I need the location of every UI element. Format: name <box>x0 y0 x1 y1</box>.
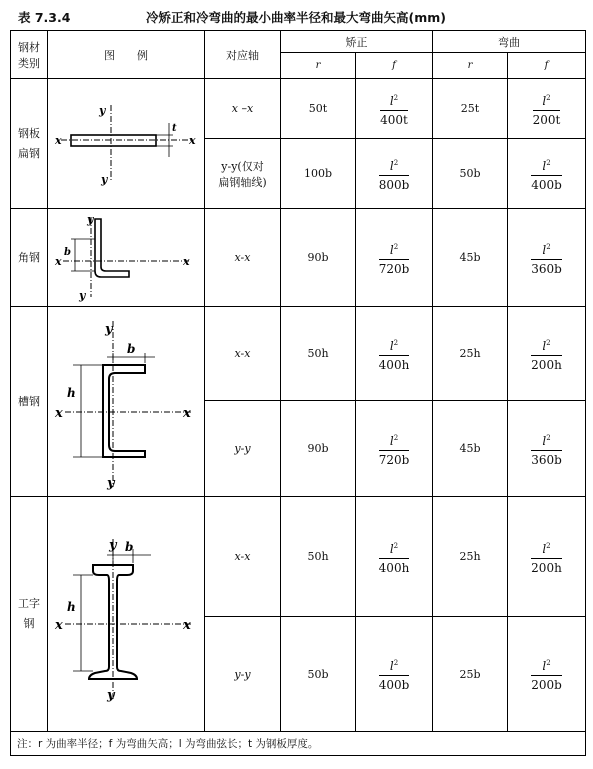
f-cell: $\frac{l^2}{360b}$ <box>508 401 586 497</box>
f-header: f <box>508 53 586 79</box>
angle-figure <box>48 209 205 307</box>
f-cell: $\frac{l^2}{400h}$ <box>356 307 433 401</box>
table-row <box>11 307 586 401</box>
angle-label-x-right: x <box>183 255 190 268</box>
ibeam-label-x-left: x <box>55 617 63 633</box>
r-cell: 25t <box>433 79 508 139</box>
r-cell: 90b <box>281 209 356 307</box>
table-row <box>11 209 586 307</box>
r-cell: 50h <box>281 307 356 401</box>
table-caption: 冷矫正和冷弯曲的最小曲率半径和最大弯曲矢高(mm) <box>146 10 446 25</box>
channel-label-b: b <box>127 342 136 356</box>
axis-cell: y-y <box>205 401 281 497</box>
axis-cell: y-y <box>205 617 281 732</box>
ibeam-label-x-right: x <box>183 617 191 633</box>
r-header: r <box>433 53 508 79</box>
table-row <box>11 497 586 617</box>
ibeam-diagram <box>51 499 201 727</box>
f-cell: $\frac{l^2}{400b}$ <box>508 139 586 209</box>
r-cell: 50h <box>281 497 356 617</box>
channel-label-x-right: x <box>183 406 191 421</box>
ibeam-label-b: b <box>125 539 134 554</box>
axis-cell: x-x <box>205 209 281 307</box>
f-cell: $\frac{l^2}{720b}$ <box>356 401 433 497</box>
f-cell: $\frac{l^2}{200h}$ <box>508 497 586 617</box>
channel-diagram <box>51 307 201 493</box>
table-note: 注：r 为曲率半径；f 为弯曲矢高；l 为弯曲弦长；t 为钢板厚度。 <box>11 732 586 756</box>
axis-cell: y-y(仅对 扁钢轴线) <box>205 139 281 209</box>
channel-label-x-left: x <box>55 406 63 421</box>
plate-label-t: t <box>172 123 177 134</box>
plate-diagram <box>51 87 201 197</box>
r-cell: 25h <box>433 307 508 401</box>
axis-header: 对应轴 <box>205 31 281 79</box>
f-cell: $\frac{l^2}{200h}$ <box>508 307 586 401</box>
ibeam-label-h: h <box>67 599 76 614</box>
category-cell: 槽钢 <box>11 307 48 497</box>
category-cell: 钢板 扁钢 <box>11 79 48 209</box>
category-cell: 角钢 <box>11 209 48 307</box>
angle-label-y-bottom: y <box>79 289 86 302</box>
f-cell: $\frac{l^2}{400h}$ <box>356 497 433 617</box>
r-header: r <box>281 53 356 79</box>
plate-label-y-bottom: y <box>101 173 108 186</box>
ibeam-label-y-bottom: y <box>107 687 115 703</box>
f-cell: $\frac{l^2}{200t}$ <box>508 79 586 139</box>
plate-label-y-top: y <box>99 104 106 117</box>
note-row <box>11 732 586 756</box>
f-cell: $\frac{l^2}{400t}$ <box>356 79 433 139</box>
bend-header: 弯曲 <box>433 31 586 53</box>
f-cell: $\frac{l^2}{400b}$ <box>356 617 433 732</box>
figure-header: 图 例 <box>48 31 205 79</box>
channel-label-y-top: y <box>105 322 113 337</box>
channel-figure <box>48 307 205 497</box>
bending-table <box>10 30 586 756</box>
f-cell: $\frac{l^2}{360b}$ <box>508 209 586 307</box>
angle-label-y-top: y <box>87 213 94 226</box>
angle-diagram <box>51 209 201 303</box>
r-cell: 50b <box>433 139 508 209</box>
r-cell: 90b <box>281 401 356 497</box>
table-title <box>0 6 593 26</box>
r-cell: 45b <box>433 401 508 497</box>
r-cell: 25h <box>433 497 508 617</box>
steel-type-header: 钢材 类别 <box>11 31 48 79</box>
axis-cell: x-x <box>205 497 281 617</box>
plate-label-x-right: x <box>189 134 196 147</box>
f-header: f <box>356 53 433 79</box>
straighten-header: 矫正 <box>281 31 433 53</box>
plate-figure <box>48 79 205 209</box>
angle-label-b: b <box>64 247 71 258</box>
r-cell: 25b <box>433 617 508 732</box>
table-row <box>11 79 586 139</box>
channel-label-y-bottom: y <box>107 476 115 491</box>
axis-cell: x –x <box>205 79 281 139</box>
r-cell: 100b <box>281 139 356 209</box>
ibeam-figure <box>48 497 205 732</box>
f-cell: $\frac{l^2}{720b}$ <box>356 209 433 307</box>
f-cell: $\frac{l^2}{800b}$ <box>356 139 433 209</box>
r-cell: 45b <box>433 209 508 307</box>
plate-label-x-left: x <box>55 134 62 147</box>
ibeam-label-y-top: y <box>109 537 117 553</box>
angle-label-x-left: x <box>55 255 62 268</box>
axis-cell: x-x <box>205 307 281 401</box>
category-cell: 工字 钢 <box>11 497 48 732</box>
table-number: 表 7.3.4 <box>18 10 71 25</box>
f-cell: $\frac{l^2}{200b}$ <box>508 617 586 732</box>
header-row <box>11 31 586 53</box>
r-cell: 50b <box>281 617 356 732</box>
r-cell: 50t <box>281 79 356 139</box>
channel-label-h: h <box>67 386 76 400</box>
